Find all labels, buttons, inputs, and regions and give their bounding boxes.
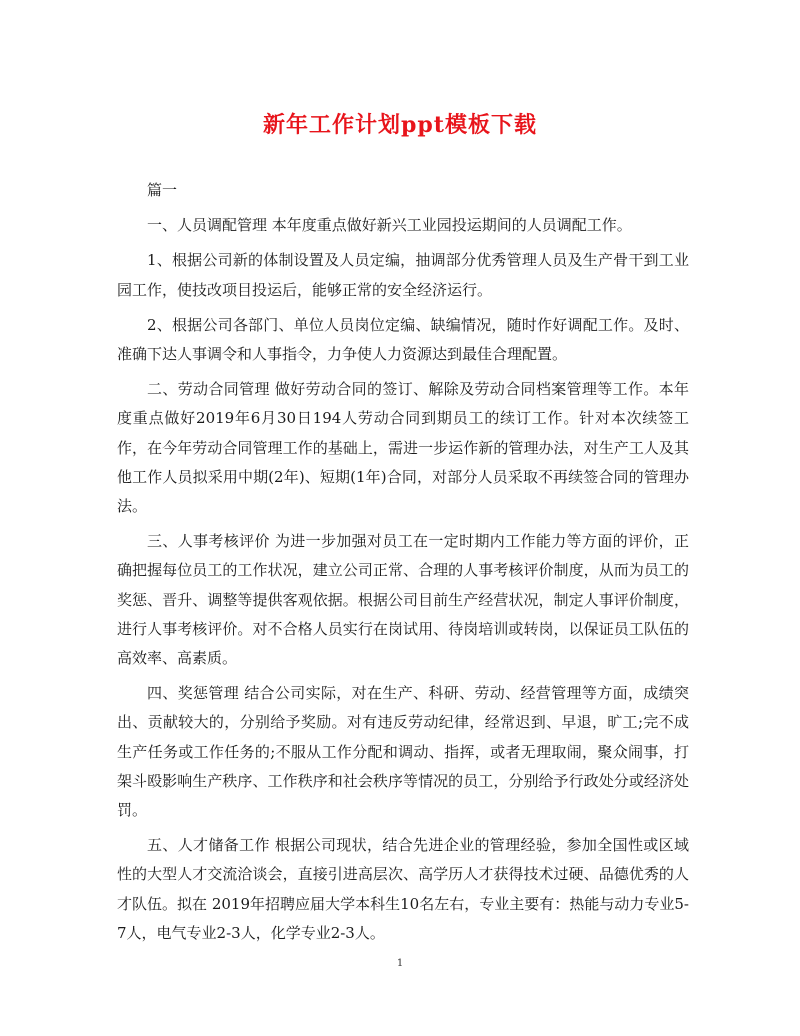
paragraph-rewards-penalties: 四、奖惩管理 结合公司实际，对在生产、科研、劳动、经营管理等方面，成绩突出、贡献较大的，分别给予奖励。对有违反劳动纪律，经常迟到、早退，旷工;完不成生产任务或工作任务的;不服从工作分配和调动、指挥，或者无理取闹，聚众闹事，打架斗殴影响生产秩序、工作秩序和社会秩序等情况的员工，分别给予行政处分或经济处罚。 bbox=[117, 684, 689, 820]
paragraph-allocation-item-2: 2、根据公司各部门、单位人员岗位定编、缺编情况，随时作好调配工作。及时、准确下达人事调令和人事指令，力争使人力资源达到最佳合理配置。 bbox=[117, 315, 689, 364]
page-number: 1 bbox=[396, 958, 404, 969]
document-title: 新年工作计划ppt模板下载 bbox=[263, 112, 537, 138]
paragraph-labor-contract: 二、劳动合同管理 做好劳动合同的签订、解除及劳动合同档案管理等工作。本年度重点做好2019年6月30日194人劳动合同到期员工的续订工作。针对本次续签工作，在今年劳动合同管理工作的基础上，需进一步运作新的管理办法，对生产工人及其他工作人员拟采用中期(2年)、短期(1年)合同，对部分人员采取不再续签合同的管理办法。 bbox=[117, 380, 689, 516]
paragraph-personnel-evaluation: 三、人事考核评价 为进一步加强对员工在一定时期内工作能力等方面的评价，正确把握每位员工的工作状况，建立公司正常、合理的人事考核评价制度，从而为员工的奖惩、晋升、调整等提供客观依据。根据公司目前生产经营状况，制定人事评价制度，进行人事考核评价。对不合格人员实行在岗试用、待岗培训或转岗，以保证员工队伍的高效率、高素质。 bbox=[117, 532, 689, 668]
document-body bbox=[117, 176, 689, 954]
paragraph-talent-reserve: 五、人才储备工作 根据公司现状，结合先进企业的管理经验，参加全国性或区域性的大型人才交流洽谈会，直接引进高层次、高学历人才获得技术过硬、品德优秀的人才队伍。拟在 2019年招聘应届大学本科生10名左右，专业主要有：热能与动力专业5-7人，电气专业2-3人，化学专业2-3人。 bbox=[117, 836, 689, 942]
section-heading-chapter-one: 篇一 bbox=[147, 181, 178, 199]
paragraph-personnel-allocation: 一、人员调配管理 本年度重点做好新兴工业园投运期间的人员调配工作。 bbox=[147, 216, 632, 235]
paragraph-allocation-item-1: 1、根据公司新的体制设置及人员定编，抽调部分优秀管理人员及生产骨干到工业园工作，使技改项目投运后，能够正常的安全经济运行。 bbox=[117, 251, 689, 299]
